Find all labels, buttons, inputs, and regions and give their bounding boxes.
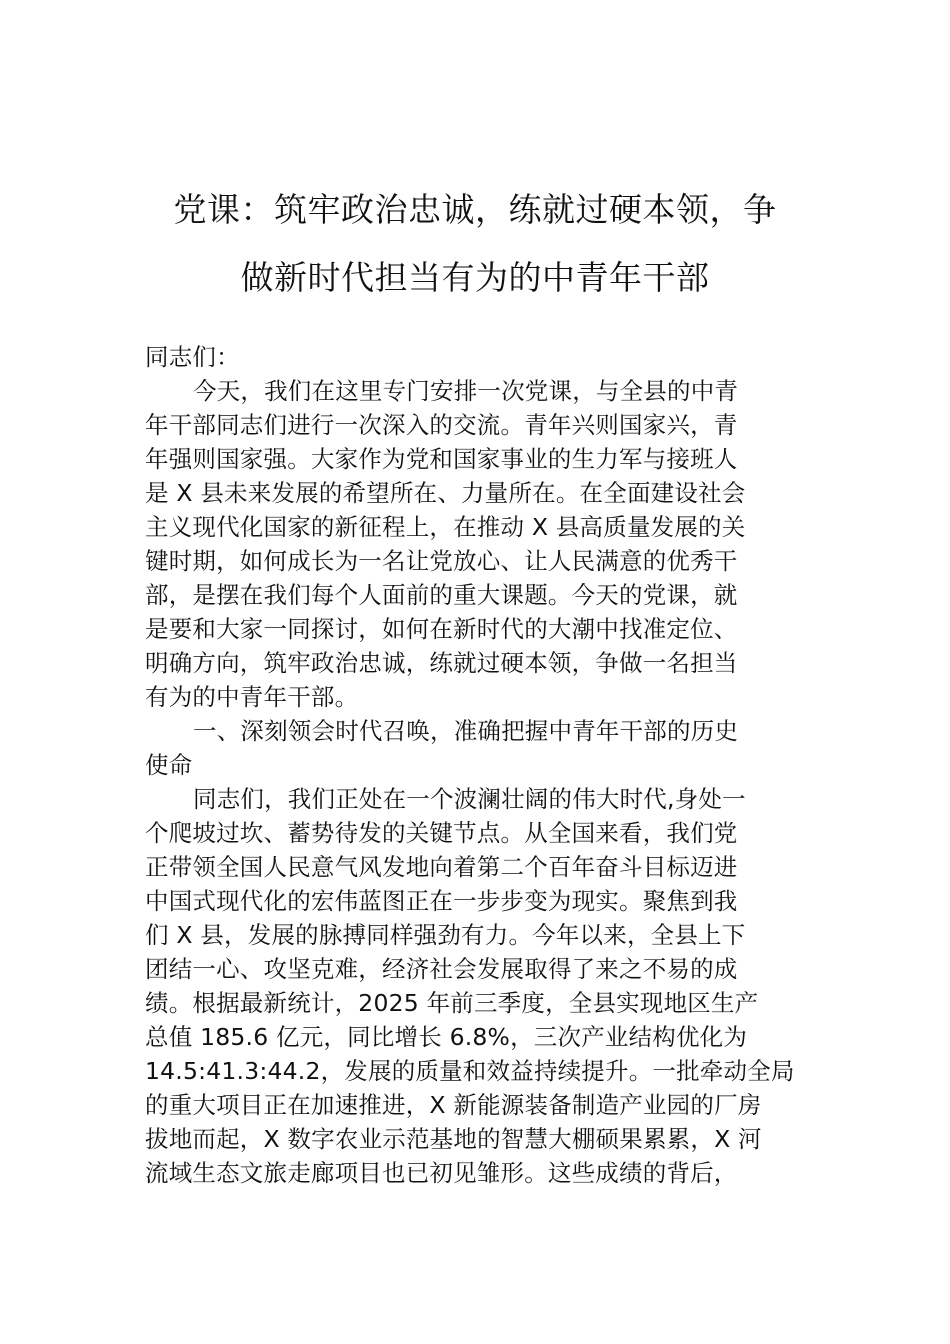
- section-heading-line: 一、深刻领会时代召唤，准确把握中青年干部的历史: [193, 717, 739, 745]
- text-line: 年强则国家强。大家作为党和国家事业的生力军与接班人: [145, 445, 738, 473]
- text-line: 是 X 县未来发展的希望所在、力量所在。在全面建设社会: [145, 479, 746, 507]
- text-line: 们 X 县，发展的脉搏同样强劲有力。今年以来，全县上下: [145, 921, 746, 949]
- document-body: [145, 340, 810, 1190]
- document-title: [120, 176, 830, 312]
- salutation: 同志们：: [145, 343, 240, 371]
- text-line: 的重大项目正在加速推进，X 新能源装备制造产业园的厂房: [145, 1091, 762, 1119]
- text-line: 今天，我们在这里专门安排一次党课，与全县的中青: [193, 377, 739, 405]
- text-line: 14.5:41.3:44.2，发展的质量和效益持续提升。一批牵动全局: [145, 1057, 795, 1085]
- text-line: 部，是摆在我们每个人面前的重大课题。今天的党课，就: [145, 581, 738, 609]
- text-line: 团结一心、攻坚克难，经济社会发展取得了来之不易的成: [145, 955, 738, 983]
- text-line: 总值 185.6 亿元，同比增长 6.8%，三次产业结构优化为: [145, 1023, 748, 1051]
- text-line: 有为的中青年干部。: [145, 683, 359, 711]
- text-line: 使命: [145, 751, 193, 779]
- text-line: 个爬坡过坎、蓄势待发的关键节点。从全国来看，我们党: [145, 819, 738, 847]
- text-line: 同志们，我们正处在一个波澜壮阔的伟大时代,身处一: [193, 785, 746, 813]
- text-line: 键时期，如何成长为一名让党放心、让人民满意的优秀干: [145, 547, 738, 575]
- title-line-1: 党课：筑牢政治忠诚，练就过硬本领，争: [173, 190, 777, 229]
- text-line: 是要和大家一同探讨，如何在新时代的大潮中找准定位、: [145, 615, 738, 643]
- text-line: 拔地而起，X 数字农业示范基地的智慧大棚硕果累累，X 河: [145, 1125, 762, 1153]
- text-line: 绩。根据最新统计，2025 年前三季度，全县实现地区生产: [145, 989, 759, 1017]
- paragraph-lines: [145, 374, 810, 1190]
- text-line: 流域生态文旅走廊项目也已初见雏形。这些成绩的背后，: [145, 1159, 738, 1187]
- text-line: 主义现代化国家的新征程上，在推动 X 县高质量发展的关: [145, 513, 746, 541]
- text-line: 中国式现代化的宏伟蓝图正在一步步变为现实。聚焦到我: [145, 887, 738, 915]
- title-line-2: 做新时代担当有为的中青年干部: [240, 258, 710, 297]
- text-line: 明确方向，筑牢政治忠诚，练就过硬本领，争做一名担当: [145, 649, 738, 677]
- text-line: 正带领全国人民意气风发地向着第二个百年奋斗目标迈进: [145, 853, 738, 881]
- text-line: 年干部同志们进行一次深入的交流。青年兴则国家兴，青: [145, 411, 738, 439]
